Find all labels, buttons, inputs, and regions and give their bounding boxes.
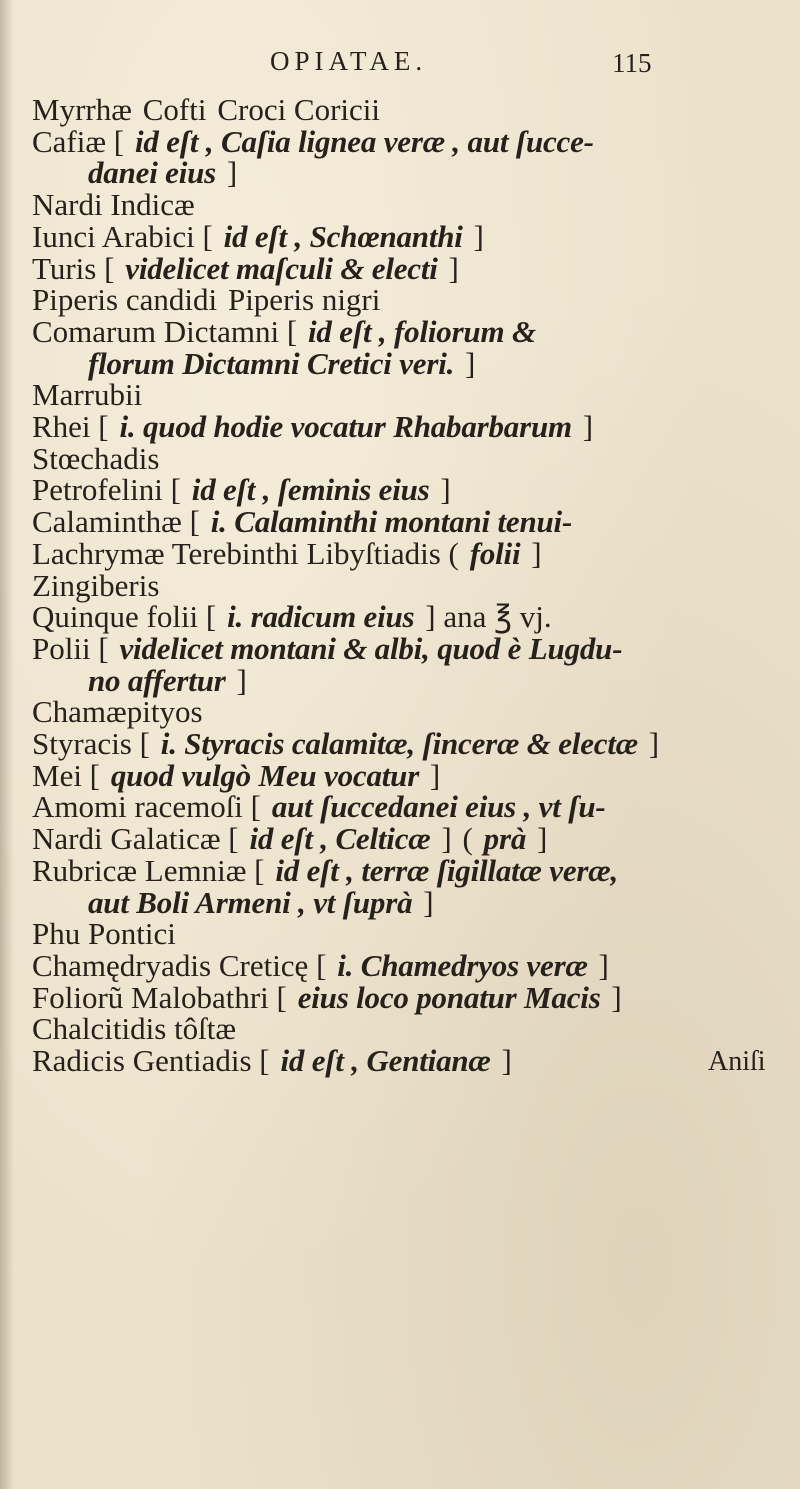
text-line [32, 187, 195, 223]
roman-text: ] [236, 662, 247, 698]
roman-text: Piperis nigri [227, 282, 381, 318]
text-line [32, 124, 594, 160]
italic-gloss: id eſt , Gentianæ [280, 1043, 491, 1078]
italic-gloss: i. quod hodie vocatur Rhabarbarum [119, 409, 572, 444]
roman-text: Mei [ [32, 757, 101, 793]
text-line [32, 599, 552, 635]
roman-text: ] [423, 884, 434, 920]
roman-text: Lachrymæ Terebinthi Libyſtiadis ( [32, 535, 459, 571]
italic-gloss: videlicet maſculi & electi [125, 250, 438, 286]
roman-text: Cafiæ [ [32, 123, 125, 159]
roman-text: Iunci Arabici [ [32, 218, 213, 254]
roman-text: Comarum Dictamni [ [32, 313, 298, 349]
roman-text: Chalcitidis tôſtæ [32, 1011, 237, 1047]
text-line [32, 568, 159, 604]
italic-gloss: prà [483, 821, 527, 857]
page-gutter-shadow [0, 0, 14, 1489]
italic-gloss: id eſt , terræ ſigillatæ veræ, [275, 852, 619, 888]
roman-text: Chamæpityos [32, 694, 203, 730]
roman-text: Rubricæ Lemniæ [ [32, 852, 265, 888]
roman-text: ] [440, 472, 451, 508]
roman-text: Nardi Indicæ [32, 187, 195, 223]
roman-text: Radicis Gentiadis [ [32, 1043, 270, 1078]
text-line [32, 789, 606, 825]
text-line [88, 663, 247, 699]
italic-gloss: danei eius [88, 155, 217, 191]
italic-gloss: aut Boli Armeni , vt ſuprà [88, 884, 413, 920]
roman-text: Cofti [142, 92, 207, 127]
roman-text: Marrubii [32, 377, 143, 413]
text-line [32, 758, 440, 794]
text-line [32, 948, 609, 984]
italic-gloss: i. radicum eius [227, 599, 415, 635]
roman-text: ] [611, 979, 622, 1015]
roman-text: ] [465, 345, 476, 381]
roman-text: Chamędryadis Creticę [ [32, 947, 327, 983]
roman-text: ] [473, 218, 484, 254]
text-line [32, 282, 380, 318]
roman-text: Polii [ [32, 630, 109, 666]
text-line [32, 916, 176, 952]
roman-text: ] [648, 726, 660, 761]
text-line [32, 409, 593, 445]
text-line [32, 821, 547, 857]
catchword: Aniſi [708, 1046, 766, 1077]
italic-gloss: eius loco ponatur Macis [297, 979, 601, 1015]
roman-text: ] [536, 821, 548, 857]
roman-text: ] [448, 250, 459, 286]
roman-text: Croci Coricii [217, 92, 381, 127]
roman-text: ] ana ℥ vj. [425, 599, 552, 635]
roman-text: Nardi Galaticæ [ [32, 821, 239, 857]
roman-text: ] [429, 757, 441, 793]
text-line [32, 92, 380, 128]
italic-gloss: aut ſuccedanei eius , vt ſu- [271, 789, 606, 825]
italic-gloss: i. Calaminthi montani tenui- [210, 504, 573, 540]
text-line [32, 251, 459, 287]
text-line [32, 314, 536, 350]
running-head: OPIATAE. [270, 46, 428, 76]
italic-gloss: i. Chamedryos veræ [337, 947, 588, 983]
roman-text: Myrrhæ [32, 92, 132, 127]
roman-text: Styracis [ [32, 726, 150, 761]
text-line [88, 346, 475, 382]
roman-text: Stœchadis [32, 440, 160, 476]
roman-text: ( [462, 821, 473, 857]
italic-gloss: florum Dictamni Cretici veri. [88, 345, 455, 381]
roman-text: ] [226, 155, 238, 191]
text-line [32, 219, 484, 255]
roman-text: Amomi racemoſi [ [32, 789, 261, 825]
italic-gloss: folii [469, 535, 521, 571]
italic-gloss: i. Styracis calamitæ, ſinceræ & electæ [160, 726, 638, 761]
roman-text: Quinque folii [ [32, 599, 217, 635]
text-line [32, 694, 203, 730]
roman-text: ] [531, 535, 542, 571]
text-line [32, 472, 451, 508]
italic-gloss: id eſt , Celticæ [249, 821, 431, 857]
text-line [32, 631, 622, 667]
text-line [32, 504, 572, 540]
roman-text: ] [501, 1043, 512, 1078]
text-line [32, 1011, 236, 1047]
roman-text: Turis [ [32, 250, 115, 286]
text-line [32, 726, 659, 762]
text-line [32, 536, 542, 572]
text-line [32, 377, 142, 413]
roman-text: Rhei [ [32, 409, 109, 444]
text-line [32, 853, 618, 889]
roman-text: Foliorũ Malobathri [ [32, 979, 287, 1015]
text-line [88, 885, 434, 921]
italic-gloss: id eſt , foliorum & [308, 313, 536, 349]
roman-text: ] [441, 821, 452, 857]
italic-gloss: videlicet montani & albi, quod è Lugdu- [119, 630, 623, 666]
roman-text: ] [598, 947, 609, 983]
roman-text: Petrofelini [ [32, 472, 181, 508]
italic-gloss: quod vulgò Meu vocatur [110, 757, 420, 793]
roman-text: Piperis candidi [32, 282, 218, 318]
text-line [32, 980, 622, 1016]
roman-text: Calaminthæ [ [32, 504, 200, 540]
italic-gloss: no affertur [88, 662, 226, 698]
italic-gloss: id eſt , ſeminis eius [191, 472, 430, 508]
roman-text: Zingiberis [32, 567, 160, 603]
page-header [0, 46, 800, 86]
roman-text: Phu Pontici [32, 916, 176, 952]
italic-gloss: id eſt , Schœnanthi [223, 218, 463, 254]
page-number: 115 [612, 48, 652, 78]
text-line [32, 1043, 512, 1079]
roman-text: ] [582, 409, 594, 444]
italic-gloss: id eſt , Caſia lignea veræ , aut ſucce- [134, 123, 594, 159]
text-line [32, 441, 159, 477]
text-line [88, 155, 237, 191]
